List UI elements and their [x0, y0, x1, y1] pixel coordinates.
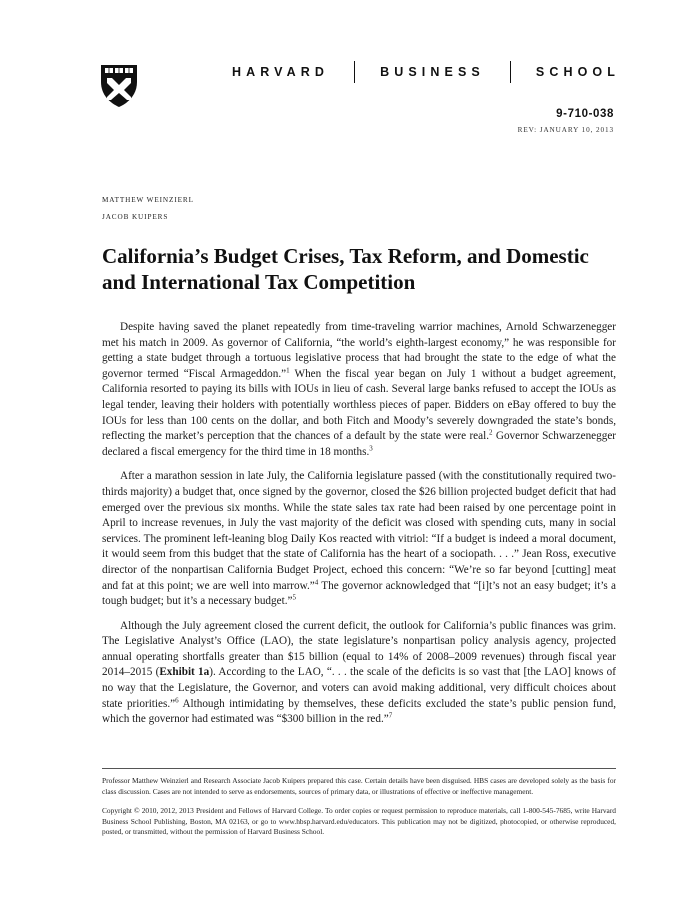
- body-paragraph-2: [102, 469, 616, 609]
- footnote-ref[interactable]: 7: [388, 711, 393, 720]
- paragraph-text: Governor Schwarzenegger declared a fiscal emergency for the third time in 18 months.: [102, 430, 617, 458]
- footnote-ref[interactable]: 4: [314, 577, 319, 586]
- footer-divider: [102, 768, 616, 769]
- footnote-ref[interactable]: 5: [292, 593, 296, 602]
- body-paragraph-1: [102, 320, 616, 460]
- paragraph-text: ). According to the LAO, “. . . the scale of the deficits is so vast that [the LAO] knows of no way that the Legislature, the Governor, and voters can avoid making additional, very difficult choices about state priorities.”: [102, 666, 616, 710]
- copyright-note: Copyright © 2010, 2012, 2013 President and Fellows of Harvard College. To order copies or request permission to reproduce materials, call 1-800-545-7685, write Harvard Business School Publishing, Boston, MA 02163, or go to www.hbsp.harvard.edu/educators. This publication may not be digitized, photocopied, or otherwise reproduced, posted, or transmitted, without the permission of Harvard Business School.: [102, 806, 616, 837]
- school-wordmark: [232, 63, 620, 81]
- footnote-ref[interactable]: 1: [286, 366, 290, 375]
- revision-date: REV: JANUARY 10, 2013: [517, 126, 614, 134]
- footer-notes: [102, 776, 616, 847]
- author-name: MATTHEW WEINZIERL: [102, 196, 194, 204]
- case-body: [102, 320, 616, 737]
- wordmark-harvard: HARVARD: [232, 65, 330, 79]
- wordmark-divider: [510, 61, 511, 83]
- paragraph-text: The governor acknowledged that “[i]t’s not an easy budget; it’s a tough budget; but it’s a necessary budget.”: [102, 579, 616, 608]
- paragraph-text: Although intimidating by themselves, these deficits excluded the state’s public pension fund, which the governor had estimated was “$300 billion in the red.”: [102, 697, 617, 726]
- wordmark-school: SCHOOL: [535, 65, 620, 79]
- preparation-note: Professor Matthew Weinzierl and Research Associate Jacob Kuipers prepared this case. Certain details have been disguised. HBS cases are developed solely as the basis for class discussion. Cases are not intended to serve as endorsements, sources of primary data, or illustrations of effective or ineffective management.: [102, 776, 616, 796]
- footnote-ref[interactable]: 2: [489, 428, 493, 437]
- harvard-shield-icon: [100, 64, 138, 108]
- author-name: JACOB KUIPERS: [102, 213, 169, 221]
- wordmark-divider: [354, 61, 355, 83]
- paragraph-text: After a marathon session in late July, the California legislature passed (with the constitutionally required two-thirds majority) a budget that, once signed by the governor, closed the $26 billion projected budget deficit that had emerged over the previous six months. While the state sales tax rate had been raised by one percentage point in April to increase revenues, in July the vast majority of the deficit was closed with spending cuts, many in social services. The prominent left-leaning blog Daily Kos reacted with vitriol: “If a budget is indeed a moral document, it would seem from this budget that the state of California has the heart of a sociopath. . . .” Jean Ross, executive director of the nonpartisan California Budget Project, echoed this concern: “We’re so far beyond [cutting] meat and fat at this point; we are well into marrow.”: [102, 470, 616, 592]
- footnote-ref[interactable]: 3: [369, 444, 373, 453]
- wordmark-business: BUSINESS: [380, 65, 485, 79]
- footnote-ref[interactable]: 6: [175, 695, 179, 704]
- case-title: California’s Budget Crises, Tax Reform, and Domestic and International Tax Competition: [102, 244, 589, 294]
- paragraph-text: Although the July agreement closed the current deficit, the outlook for California’s public finances was grim. The Legislative Analyst’s Office (LAO), the state legislature’s nonpartisan policy analysis agency, projected annual operating shortfalls greater than $15 billion (equal to 14% of 2008–2009 revenues) through fiscal year 2014–2015 (: [102, 619, 616, 679]
- paragraph-text: When the fiscal year began on July 1 without a budget agreement, California resorted to paying its bills with IOUs in lieu of cash. Several large banks refused to accept the IOUs as legal tender, leaving their holders with potentially worthless pieces of paper. Bidders on eBay offered to buy the IOUs for less than 100 cents on the dollar, and both Fitch and Moody’s severely downgraded the state’s bonds, reflecting the market’s perception that the chances of a default by the state were real.: [102, 367, 616, 443]
- body-paragraph-3: [102, 619, 616, 728]
- paragraph-text: Despite having saved the planet repeatedly from time-traveling warrior machines, Arnold Schwarzenegger met his match in 2009. As governor of California, “the world’s eighth-largest economy,” he was responsible for getting a state budget through a tortuous legislative process that had brought the state to the edge of what the governor termed “Fiscal Armageddon.”: [102, 321, 616, 380]
- exhibit-reference[interactable]: Exhibit 1a: [159, 666, 210, 679]
- author-list: [102, 192, 194, 226]
- case-number: 9-710-038: [556, 108, 614, 120]
